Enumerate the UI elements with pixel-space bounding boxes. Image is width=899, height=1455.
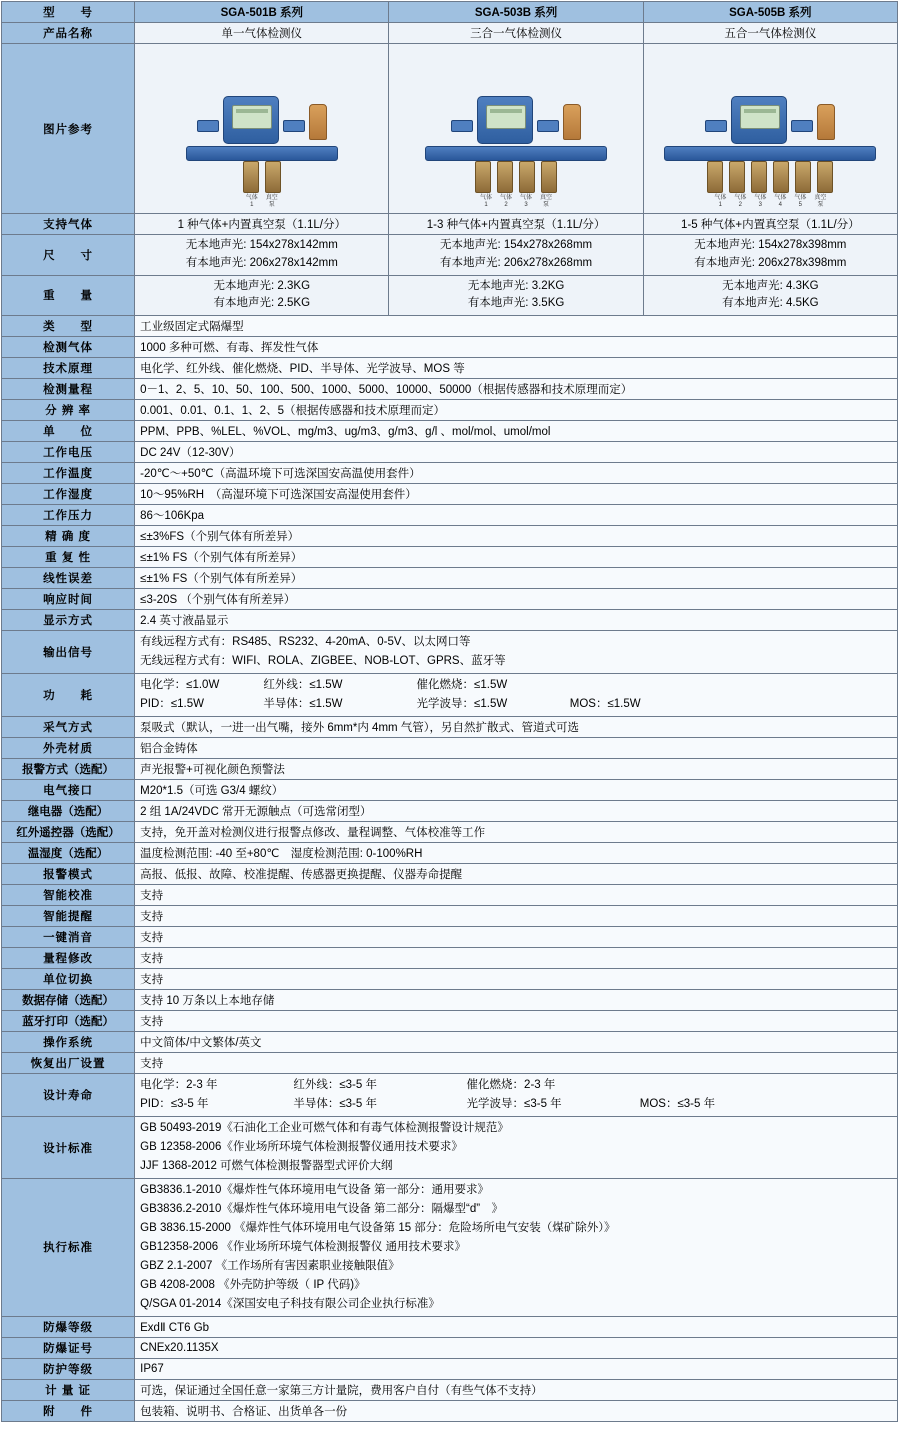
value-unit-switch: 支持 [135,969,898,990]
table-row-linear [2,568,898,589]
row-label-bt-print: 蓝牙打印（选配） [2,1011,135,1032]
value-ex-cert: CNEx20.1135X [135,1337,898,1358]
device-ports-2 [425,161,607,193]
value-alarm-way: 声光报警+可视化颜色预警法 [135,759,898,780]
table-row-exec-std [2,1178,898,1316]
value-remote: 支持，免开盖对检测仪进行报警点修改、量程调整、气体校准等工作 [135,822,898,843]
table-row-ip-level [2,1358,898,1379]
port-label: 气体1 [714,195,727,208]
device-port [475,161,491,193]
device-screen [740,105,780,129]
row-label-design-std: 设计标准 [2,1117,135,1179]
value-humidity: 10～95%RH （高湿环境下可选深国安高湿使用套件） [135,484,898,505]
weight-3-line1: 无本地声光: 4.3KG [722,279,819,292]
value-temp-hum: 温度检测范围: -40 至+80℃ 湿度检测范围: 0-100%RH [135,843,898,864]
model-name-1: SGA-501B 系列 [135,2,389,23]
value-smart-cal: 支持 [135,885,898,906]
row-label-unit-switch: 单位切换 [2,969,135,990]
table-row-unit-switch [2,969,898,990]
device-manifold [664,146,876,161]
device-port [243,161,259,193]
table-row-size [2,235,898,276]
power-item-value: ≤1.0W [186,679,220,692]
value-bt-print: 支持 [135,1011,898,1032]
port-label: 真空泵 [265,195,278,208]
value-storage: 支持 10 万条以上本地存储 [135,990,898,1011]
table-row-interface [2,780,898,801]
row-label-smart-remind: 智能提醒 [2,906,135,927]
life-item [467,1076,556,1095]
table-row-response [2,589,898,610]
size-2-line2: 有本地声光: 206x278x268mm [440,256,593,269]
power-item-value: ≤1.5W [309,698,343,711]
row-label-ex-level: 防爆等级 [2,1316,135,1337]
life-item-key: 光学波导： [466,1098,525,1111]
device-manifold [186,146,338,161]
table-row-product [2,23,898,44]
row-label-type: 类 型 [2,316,135,337]
weight-1-line1: 无本地声光: 2.3KG [213,279,311,292]
power-item-value: ≤1.5W [309,679,343,692]
table-row-relay [2,801,898,822]
size-2-line1: 无本地声光: 154x278x268mm [440,239,593,251]
device-manifold [425,146,607,161]
value-power [135,674,898,717]
life-item [293,1095,463,1114]
value-range-edit: 支持 [135,948,898,969]
life-item [293,1076,463,1095]
value-interface: M20*1.5（可选 G3/4 螺纹） [135,780,898,801]
device-port [817,161,833,193]
value-pressure: 86～106Kpa [135,505,898,526]
row-label-detect-gas: 检测气体 [2,337,135,358]
row-label-weight: 重 量 [2,275,135,316]
life-item [640,1095,715,1114]
row-label-relay: 继电器（选配） [2,801,135,822]
life-item-value: ≤3-5 年 [339,1079,377,1092]
table-row-smart-remind [2,906,898,927]
value-unit: PPM、PPB、%LEL、%VOL、mg/m3、ug/m3、g/m3、g/l 、mol/mol、umol/mol [135,421,898,442]
size-1 [135,235,389,276]
value-range: 0－1、2、5、10、50、100、500、1000、5000、10000、50000（根据传感器和技术原理而定） [135,379,898,400]
product-image-1 [135,44,389,214]
power-item-key: 光学波导： [416,698,475,711]
table-row-alarm-way [2,759,898,780]
table-row-os [2,1032,898,1053]
table-row-pressure [2,505,898,526]
device-illustration-2 [425,96,607,208]
row-label-product: 产品名称 [2,23,135,44]
row-label-repeat: 重 复 性 [2,547,135,568]
row-label-sampling: 采气方式 [2,717,135,738]
device-arm-right [791,120,813,132]
exec-std-item: GB 4208-2008 《外壳防护等级（ IP 代码)》 [140,1278,366,1291]
row-label-storage: 数据存储（选配） [2,990,135,1011]
life-item-key: 半导体： [293,1098,340,1111]
life-item-value: ≤3-5 年 [524,1098,562,1111]
output-line-2: 无线远程方式有：WIFI、ROLA、ZIGBEE、NOB-LOT、GPRS、蓝牙等 [140,655,506,668]
exec-std-item: GBZ 2.1-2007 《工作场所有害因素职业接触限值》 [140,1259,400,1272]
row-label-range-edit: 量程修改 [2,948,135,969]
table-row-range [2,379,898,400]
port-label: 气体5 [794,195,807,208]
table-row-ex-cert [2,1337,898,1358]
power-line-1 [140,676,892,695]
exec-std-item: GB3836.2-2010《爆炸性气体环境用电气设备 第二部分：隔爆型“d” 》 [140,1202,504,1215]
row-label-accuracy: 精 确 度 [2,526,135,547]
power-item [263,695,413,714]
table-row-type [2,316,898,337]
design-std-item: JJF 1368-2012 可燃气体检测报警器型式评价大纲 [140,1160,393,1172]
device-pump-cap [563,104,581,140]
weight-2-line2: 有本地声光: 3.5KG [467,297,565,310]
row-label-voltage: 工作电压 [2,442,135,463]
design-std-item: GB 12358-2006《作业场所环境气体检测报警仪通用技术要求》 [140,1141,463,1154]
row-label-response: 响应时间 [2,589,135,610]
value-principle: 电化学、红外线、催化燃烧、PID、半导体、光学波导、MOS 等 [135,358,898,379]
table-row-repeat [2,547,898,568]
row-label-output: 输出信号 [2,631,135,674]
table-row-bt-print [2,1011,898,1032]
table-row-range-edit [2,948,898,969]
device-body [223,96,279,144]
life-item-value: 2-3 年 [186,1079,218,1092]
value-os: 中文简体/中文繁体/英文 [135,1032,898,1053]
design-std-item: GB 50493-2019《石油化工企业可燃气体和有毒气体检测报警设计规范》 [140,1122,509,1135]
row-label-gases: 支持气体 [2,214,135,235]
table-row-alarm-mode [2,864,898,885]
exec-std-item: GB 3836.15-2000 《爆炸性气体环境用电气设备第 15 部分：危险场所电气安装（煤矿除外）》 [140,1221,616,1234]
value-temp: -20℃～+50℃（高温环境下可选深国安高温使用套件） [135,463,898,484]
value-smart-remind: 支持 [135,906,898,927]
product-name-1: 单一气体检测仪 [135,23,389,44]
device-arm-left [451,120,473,132]
power-item-value: ≤1.5W [607,698,641,711]
port-label: 气体3 [520,195,533,208]
table-row-sampling [2,717,898,738]
row-label-power: 功 耗 [2,674,135,717]
value-output [135,631,898,674]
power-item-key: 催化燃烧： [416,679,475,692]
gases-1: 1 种气体+内置真空泵（1.1L/分） [135,214,389,235]
life-line-2 [140,1095,892,1114]
life-item-key: 催化燃烧： [466,1079,525,1092]
device-port [519,161,535,193]
row-label-shell: 外壳材质 [2,738,135,759]
weight-1 [135,275,389,316]
row-label-display: 显示方式 [2,610,135,631]
row-label-linear: 线性误差 [2,568,135,589]
value-ex-level: ExdⅡ CT6 Gb [135,1316,898,1337]
gases-3: 1-5 种气体+内置真空泵（1.1L/分） [643,214,897,235]
life-item [467,1095,637,1114]
value-linear: ≤±1% FS（个别气体有所差异） [135,568,898,589]
power-item-key: 红外线： [263,679,310,692]
row-label-model: 型 号 [2,2,135,23]
exec-std-item: Q/SGA 01-2014《深国安电子科技有限公司企业执行标准》 [140,1297,440,1310]
row-label-alarm-way: 报警方式（选配） [2,759,135,780]
table-row-life [2,1074,898,1117]
power-item-value: ≤1.5W [170,698,204,711]
life-item-key: 红外线： [293,1079,340,1092]
power-item-key: PID： [140,698,171,711]
device-arm-right [537,120,559,132]
power-line-2 [140,695,892,714]
table-row-design-std [2,1117,898,1179]
specification-table [1,1,898,1422]
device-port-labels-2 [425,195,607,208]
table-row-weight [2,275,898,316]
port-label: 真空泵 [540,195,553,208]
row-label-alarm-mode: 报警模式 [2,864,135,885]
value-sampling: 泵吸式（默认，一进一出气嘴，接外 6mm*内 4mm 气管），另自然扩散式、管道式可选 [135,717,898,738]
table-row-factory-reset [2,1053,898,1074]
row-label-size: 尺 寸 [2,235,135,276]
spec-sheet-page [0,1,899,1455]
weight-2 [389,275,643,316]
power-item [263,676,413,695]
value-shell: 铝合金铸体 [135,738,898,759]
value-life [135,1074,898,1117]
product-name-2: 三合一气体检测仪 [389,23,643,44]
life-item-value: 2-3 年 [524,1079,556,1092]
port-label: 气体2 [500,195,513,208]
product-image-2 [389,44,643,214]
row-label-os: 操作系统 [2,1032,135,1053]
device-body [477,96,533,144]
size-3 [643,235,897,276]
power-item [417,695,567,714]
table-row-output [2,631,898,674]
power-item-key: MOS： [569,698,608,711]
row-label-exec-std: 执行标准 [2,1178,135,1316]
value-relay: 2 组 1A/24VDC 常开无源触点（可选常闭型） [135,801,898,822]
device-ports-3 [664,161,876,193]
row-label-temp-hum: 温湿度（选配） [2,843,135,864]
table-row-one-key [2,927,898,948]
device-arm-left [197,120,219,132]
table-row-principle [2,358,898,379]
value-repeat: ≤±1% FS（个别气体有所差异） [135,547,898,568]
table-row-shell [2,738,898,759]
table-row-model [2,2,898,23]
device-illustration-1 [186,96,338,208]
device-screen [232,105,272,129]
device-port-labels-1 [186,195,338,208]
power-item [417,676,508,695]
value-response: ≤3-20S （个别气体有所差异） [135,589,898,610]
exec-std-item: GB3836.1-2010《爆炸性气体环境用电气设备 第一部分：通用要求》 [140,1183,490,1196]
port-label: 气体4 [774,195,787,208]
value-factory-reset: 支持 [135,1053,898,1074]
value-exec-std [135,1178,898,1316]
device-port-labels-3 [664,195,876,208]
value-alarm-mode: 高报、低报、故障、校准提醒、传感器更换提醒、仪器寿命提醒 [135,864,898,885]
value-voltage: DC 24V（12-30V） [135,442,898,463]
row-label-ex-cert: 防爆证号 [2,1337,135,1358]
exec-std-item: GB12358-2006 《作业场所环境气体检测报警仪 通用技术要求》 [140,1240,467,1253]
life-line-1 [140,1076,892,1095]
power-item [140,676,260,695]
table-row-remote [2,822,898,843]
life-item-value: ≤3-5 年 [170,1098,209,1111]
device-arm-right [283,120,305,132]
table-row-accuracy [2,526,898,547]
device-port [729,161,745,193]
power-item-value: ≤1.5W [474,698,508,711]
weight-1-line2: 有本地声光: 2.5KG [213,297,311,310]
table-row-unit [2,421,898,442]
device-port [265,161,281,193]
row-label-resolution: 分 辨 率 [2,400,135,421]
table-row-temp [2,463,898,484]
size-1-line2: 有本地声光: 206x278x142mm [185,256,338,269]
row-label-principle: 技术原理 [2,358,135,379]
model-name-3: SGA-505B 系列 [643,2,897,23]
device-port [795,161,811,193]
value-design-std [135,1117,898,1179]
table-row-power [2,674,898,717]
product-name-3: 五合一气体检测仪 [643,23,897,44]
size-3-line1: 无本地声光: 154x278x398mm [694,239,847,251]
table-row-voltage [2,442,898,463]
device-port [773,161,789,193]
product-image-3 [643,44,897,214]
value-one-key: 支持 [135,927,898,948]
value-ip-level: IP67 [135,1358,898,1379]
life-item-key: MOS： [639,1098,678,1111]
row-label-life: 设计寿命 [2,1074,135,1117]
row-label-remote: 红外遥控器（选配） [2,822,135,843]
row-label-range: 检测量程 [2,379,135,400]
weight-3 [643,275,897,316]
life-item-key: 电化学： [140,1079,187,1092]
life-item [140,1076,290,1095]
size-1-line1: 无本地声光: 154x278x142mm [185,239,338,251]
power-item-key: 半导体： [263,698,310,711]
value-resolution: 0.001、0.01、0.1、1、2、5（根据传感器和技术原理而定） [135,400,898,421]
table-row-display [2,610,898,631]
row-label-temp: 工作温度 [2,463,135,484]
power-item [140,695,260,714]
value-detect-gas: 1000 多种可燃、有毒、挥发性气体 [135,337,898,358]
life-item-value: ≤3-5 年 [677,1098,716,1111]
port-label: 气体3 [754,195,767,208]
row-label-image: 图片参考 [2,44,135,214]
device-screen [486,105,526,129]
row-label-factory-reset: 恢复出厂设置 [2,1053,135,1074]
device-pump-cap [817,104,835,140]
power-item [570,695,641,714]
table-row-accessory [2,1400,898,1421]
row-label-accessory: 附 件 [2,1400,135,1421]
value-accessory: 包装箱、说明书、合格证、出货单各一份 [135,1400,898,1421]
size-2 [389,235,643,276]
device-port [751,161,767,193]
table-row-detect-gas [2,337,898,358]
row-label-unit: 单 位 [2,421,135,442]
device-port [541,161,557,193]
port-label: 真空泵 [814,195,827,208]
size-3-line2: 有本地声光: 206x278x398mm [694,256,847,269]
power-item-key: 电化学： [140,679,187,692]
device-arm-left [705,120,727,132]
table-row-metering [2,1379,898,1400]
value-accuracy: ≤±3%FS（个别气体有所差异） [135,526,898,547]
life-item-value: ≤3-5 年 [339,1098,377,1111]
output-line-1: 有线远程方式有：RS485、RS232、4-20mA、0-5V、以太网口等 [140,636,471,649]
table-row-resolution [2,400,898,421]
power-item-value: ≤1.5W [474,679,508,692]
row-label-humidity: 工作湿度 [2,484,135,505]
device-ports-1 [186,161,338,193]
table-row-ex-level [2,1316,898,1337]
table-row-storage [2,990,898,1011]
life-item-key: PID： [140,1098,171,1111]
table-row-image [2,44,898,214]
weight-2-line1: 无本地声光: 3.2KG [467,279,565,292]
value-metering: 可选，保证通过全国任意一家第三方计量院，费用客户自付（有些气体不支持） [135,1379,898,1400]
device-port [707,161,723,193]
row-label-metering: 计 量 证 [2,1379,135,1400]
weight-3-line2: 有本地声光: 4.5KG [722,297,819,310]
port-label: 气体1 [480,195,493,208]
row-label-ip-level: 防护等级 [2,1358,135,1379]
port-label: 气体1 [245,195,258,208]
row-label-smart-cal: 智能校准 [2,885,135,906]
device-port [497,161,513,193]
device-body [731,96,787,144]
table-row-gases [2,214,898,235]
life-item [140,1095,290,1114]
table-row-temp-hum [2,843,898,864]
row-label-one-key: 一键消音 [2,927,135,948]
model-name-2: SGA-503B 系列 [389,2,643,23]
value-display: 2.4 英寸液晶显示 [135,610,898,631]
table-row-humidity [2,484,898,505]
table-row-smart-cal [2,885,898,906]
port-label: 气体2 [734,195,747,208]
gases-2: 1-3 种气体+内置真空泵（1.1L/分） [389,214,643,235]
value-type: 工业级固定式隔爆型 [135,316,898,337]
device-pump-cap [309,104,327,140]
row-label-pressure: 工作压力 [2,505,135,526]
device-illustration-3 [664,96,876,208]
row-label-interface: 电气接口 [2,780,135,801]
